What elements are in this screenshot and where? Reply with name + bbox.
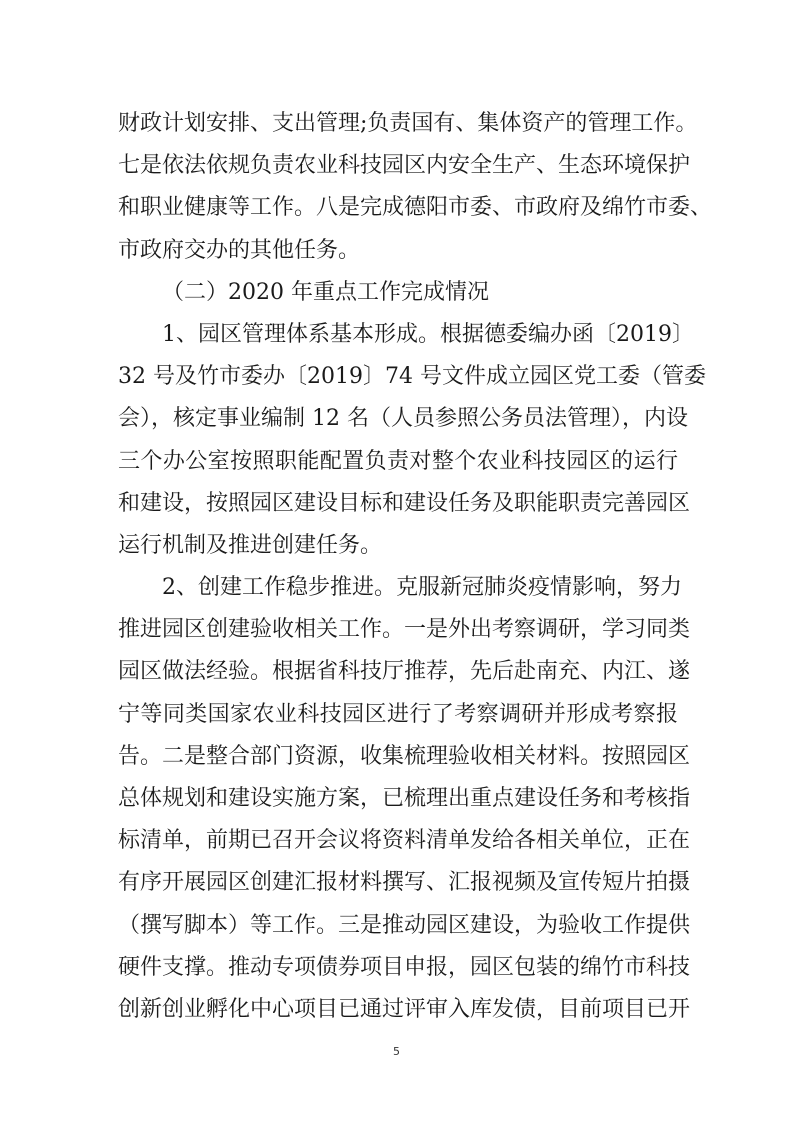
text-line: 宁等同类国家农业科技园区进行了考察调研并形成考察报 [118, 702, 678, 727]
text-line: 告。二是整合部门资源，收集梳理验收相关材料。按照园区 [118, 744, 691, 769]
text-line: 2、创建工作稳步推进。克服新冠肺炎疫情影响，努力 [162, 575, 682, 600]
text-line: 推进园区创建验收相关工作。一是外出考察调研，学习同类 [118, 617, 691, 642]
text-line: 总体规划和建设实施方案，已梳理出重点建设任务和考核指 [118, 786, 691, 811]
text-line: 创新创业孵化中心项目已通过评审入库发债，目前项目已开 [118, 997, 691, 1022]
text-line: 三个办公室按照职能配置负责对整个农业科技园区的运行 [118, 449, 678, 474]
text-line: 和建设，按照园区建设目标和建设任务及职能职责完善园区 [118, 491, 691, 516]
text-line: 硬件支撑。推动专项债券项目申报，园区包装的绵竹市科技 [118, 955, 691, 980]
text-line: 七是依法依规负责农业科技园区内安全生产、生态环境保护 [118, 153, 691, 178]
text-line: 1、园区管理体系基本形成。根据德委编办函〔2019〕 [162, 322, 694, 347]
text-line: 市政府交办的其他任务。 [118, 238, 361, 263]
text-line: 和职业健康等工作。八是完成德阳市委、市政府及绵竹市委、 [118, 195, 713, 220]
text-line: （撰写脚本）等工作。三是推动园区建设，为验收工作提供 [118, 913, 691, 938]
text-line: 运行机制及推进创建任务。 [118, 533, 383, 558]
text-line: 财政计划安排、支出管理;负责国有、集体资产的管理工作。 [118, 111, 698, 136]
text-line: 标清单，前期已召开会议将资料清单发给各相关单位，正在 [118, 828, 691, 853]
text-line: 32 号及竹市委办〔2019〕74 号文件成立园区党工委（管委 [118, 364, 706, 389]
page-number: 5 [393, 1045, 400, 1058]
text-line: 有序开展园区创建汇报材料撰写、汇报视频及宣传短片拍摄 [118, 870, 691, 895]
section-heading: （二）2020 年重点工作完成情况 [162, 280, 489, 305]
text-line: 会），核定事业编制 12 名（人员参照公务员法管理），内设 [118, 406, 688, 431]
text-line: 园区做法经验。根据省科技厅推荐，先后赴南充、内江、遂 [118, 659, 691, 684]
